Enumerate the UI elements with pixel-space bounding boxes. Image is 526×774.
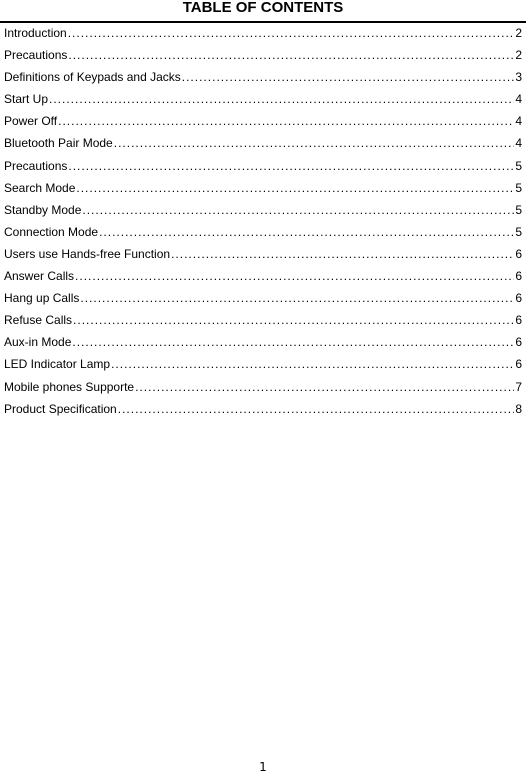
toc-list <box>4 23 522 421</box>
toc-leader-dots <box>75 266 514 286</box>
toc-entry-label: Standby Mode <box>4 202 82 217</box>
toc-entry-page: 6 <box>515 313 522 328</box>
toc-entry-label: Search Mode <box>4 180 76 195</box>
toc-leader-dots <box>114 133 515 153</box>
page-number: 1 <box>259 760 267 774</box>
toc-entry[interactable] <box>4 111 522 133</box>
toc-entry-page: 4 <box>515 92 522 107</box>
toc-entry-page: 5 <box>515 202 522 217</box>
toc-entry-page: 6 <box>515 269 522 284</box>
toc-entry[interactable] <box>4 200 522 222</box>
toc-entry-page: 6 <box>515 357 522 372</box>
toc-entry-label: Start Up <box>4 92 49 107</box>
toc-entry-page: 5 <box>515 180 522 195</box>
toc-leader-dots <box>80 288 514 308</box>
toc-entry[interactable] <box>4 178 522 200</box>
toc-leader-dots <box>58 111 514 131</box>
toc-entry[interactable] <box>4 23 522 45</box>
toc-entry-page: 4 <box>515 136 522 151</box>
toc-leader-dots <box>76 178 514 198</box>
toc-leader-dots <box>111 354 514 374</box>
toc-entry-label: Power Off <box>4 114 58 129</box>
toc-entry-label: Hang up Calls <box>4 291 80 306</box>
toc-entry-label: Precautions <box>4 158 68 173</box>
toc-entry-label: Connection Mode <box>4 224 99 239</box>
toc-entry[interactable] <box>4 156 522 178</box>
toc-leader-dots <box>99 222 514 242</box>
toc-entry-page: 5 <box>515 224 522 239</box>
toc-entry[interactable] <box>4 45 522 67</box>
toc-entry[interactable] <box>4 377 522 399</box>
toc-entry-label: Definitions of Keypads and Jacks <box>4 70 181 85</box>
toc-entry-label: Bluetooth Pair Mode <box>4 136 113 151</box>
toc-leader-dots <box>73 310 514 330</box>
toc-leader-dots <box>82 200 514 220</box>
toc-leader-dots <box>68 156 514 176</box>
toc-title: TABLE OF CONTENTS <box>182 0 344 16</box>
toc-entry-page: 3 <box>515 70 522 85</box>
toc-leader-dots <box>118 399 515 419</box>
toc-entry-label: Aux-in Mode <box>4 335 72 350</box>
toc-entry-page: 2 <box>515 48 522 63</box>
toc-leader-dots <box>68 23 515 43</box>
toc-entry[interactable] <box>4 133 522 155</box>
toc-entry-label: Precautions <box>4 48 68 63</box>
toc-leader-dots <box>135 377 514 397</box>
toc-entry[interactable] <box>4 399 522 421</box>
toc-entry-label: Introduction <box>4 26 67 40</box>
toc-entry-page: 6 <box>515 291 522 306</box>
toc-entry-label: Answer Calls <box>4 269 75 284</box>
toc-leader-dots <box>68 45 514 65</box>
toc-entry[interactable] <box>4 244 522 266</box>
toc-entry-page: 2 <box>515 26 522 40</box>
toc-entry[interactable] <box>4 266 522 288</box>
toc-entry[interactable] <box>4 67 522 89</box>
toc-entry-page: 5 <box>515 158 522 173</box>
toc-entry-label: LED Indicator Lamp <box>4 357 111 372</box>
toc-entry-label: Refuse Calls <box>4 313 73 328</box>
toc-entry[interactable] <box>4 288 522 310</box>
toc-leader-dots <box>171 244 514 264</box>
toc-leader-dots <box>72 332 514 352</box>
toc-entry[interactable] <box>4 332 522 354</box>
toc-entry-label: Mobile phones Supporte <box>4 379 135 394</box>
toc-leader-dots <box>182 67 515 87</box>
toc-entry-page: 6 <box>515 335 522 350</box>
toc-entry[interactable] <box>4 222 522 244</box>
toc-entry[interactable] <box>4 310 522 332</box>
toc-entry-page: 7 <box>515 379 522 394</box>
toc-entry-page: 4 <box>515 114 522 129</box>
toc-entry[interactable] <box>4 89 522 111</box>
toc-entry-page: 8 <box>515 401 522 416</box>
toc-entry-page: 6 <box>515 246 522 261</box>
toc-entry-label: Users use Hands-free Function <box>4 246 171 261</box>
toc-leader-dots <box>49 89 514 109</box>
toc-entry-label: Product Specification <box>4 401 117 416</box>
toc-entry[interactable] <box>4 354 522 376</box>
